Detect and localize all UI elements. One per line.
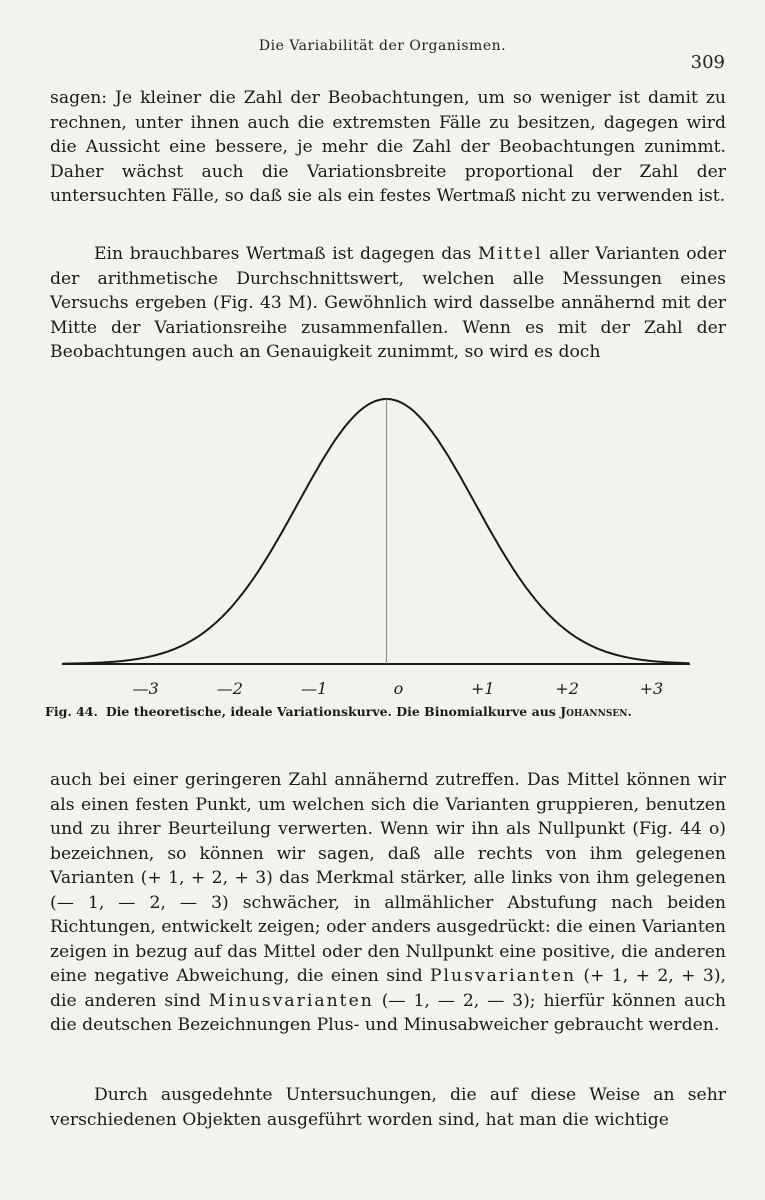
paragraph-2-part-b: aller Varianten oder der arithmetische Durchschnittswert, welchen alle Messungen eines Versuchs ergeben (Fig. 43 M). Gewöhnlich wird dasselbe annähernd mit der Mitte der Variationsreihe zusammenfallen. Wenn es mit der Zahl der Beobachtungen auch an Genauigkeit zunimmt, so wird es doch <box>50 244 726 362</box>
running-title: Die Variabilität der Organismen. <box>258 38 507 54</box>
curve-data-point <box>512 578 514 580</box>
figure-caption <box>45 705 725 719</box>
caption-text: Die theoretische, ideale Variationskurve. Die Binomialkurve aus <box>105 704 561 719</box>
x-tick-label: o <box>393 679 404 698</box>
caption-author: Johannsen <box>560 704 628 719</box>
x-tick-label: +2 <box>555 679 579 698</box>
paragraph-3-part-b: (+ 1, + 2, + 3), die anderen sind <box>50 966 726 1011</box>
paragraph-2 <box>50 242 726 365</box>
caption-number: Fig. 44. <box>45 704 98 719</box>
variation-curve-series-line <box>62 399 689 664</box>
curve-data-point <box>554 626 556 628</box>
x-tick-label: —3 <box>132 679 159 698</box>
x-tick-label: —2 <box>216 679 243 698</box>
curve-data-point <box>259 578 261 580</box>
paragraph-4: Durch ausgedehnte Untersuchungen, die auf diese Weise an sehr verschiedenen Objekten ausgeführt worden sind, hat man die wichtige <box>50 1085 726 1130</box>
term-plusvarianten: Plusvarianten <box>429 966 577 986</box>
curve-data-point <box>301 502 303 504</box>
term-minusvarianten: Minusvarianten <box>208 990 374 1011</box>
paragraph-3-part-c: (— 1, — 2, — 3); hierfür können auch die deutschen Bezeichnungen Plus- und Minusabweicher gebraucht werden. <box>50 990 726 1035</box>
page-number: 309 <box>690 52 725 73</box>
curve-data-point <box>133 661 135 663</box>
paragraph-1: sagen: Je kleiner die Zahl der Beobachtungen, um so weniger ist damit zu rechnen, unter ihnen auch die extremsten Fälle zu besitzen, dagegen wird die Aussicht eine bessere, je mehr die Zahl der Beobachtungen zunimmt. Daher wächst auch die Variationsbreite proportional der Zahl der untersuchten Fälle, so daß sie als ein festes Wertmaß nicht zu verwenden ist. <box>50 88 726 206</box>
curve-data-point <box>217 626 219 628</box>
paragraph-3 <box>50 768 726 1038</box>
term-mittel: Mittel <box>477 244 543 264</box>
variation-curve-chart <box>50 385 750 705</box>
x-tick-label: —1 <box>301 679 328 698</box>
x-tick-label: +3 <box>639 679 664 698</box>
curve-data-point <box>470 502 472 504</box>
paragraph-3-part-a: auch bei einer geringeren Zahl annähernd zutreffen. Das Mittel können wir als einen festen Punkt, um welchen sich die Varianten gruppieren, benutzen und zu ihrer Beurteilung verwerten. Wenn wir ihn als Nullpunkt (Fig. 44 o) bezeichnen, so können wir sagen, daß alle rechts von ihm gelegenen Varianten (+ 1, + 2, + 3) das Merkmal stärker, alle links von ihm gelegenen (— 1, — 2, — 3) schwächer, in allmählicher Abstufung nach beiden Richtungen, entwickelt zeigen; oder anders ausgedrückt: die einen Varianten zeigen in bezug auf das Mittel oder den Nullpunkt eine positive, die anderen eine negative Abweichung, die einen sind <box>50 770 726 986</box>
caption-end: . <box>627 704 632 719</box>
figure-44 <box>50 385 750 715</box>
paragraph-2-part-a: Ein brauchbares Wertmaß ist dagegen das <box>94 244 478 264</box>
curve-data-point <box>639 661 641 663</box>
curve-data-point <box>344 430 346 432</box>
x-tick-label: +1 <box>471 679 495 698</box>
curve-data-point <box>428 430 430 432</box>
